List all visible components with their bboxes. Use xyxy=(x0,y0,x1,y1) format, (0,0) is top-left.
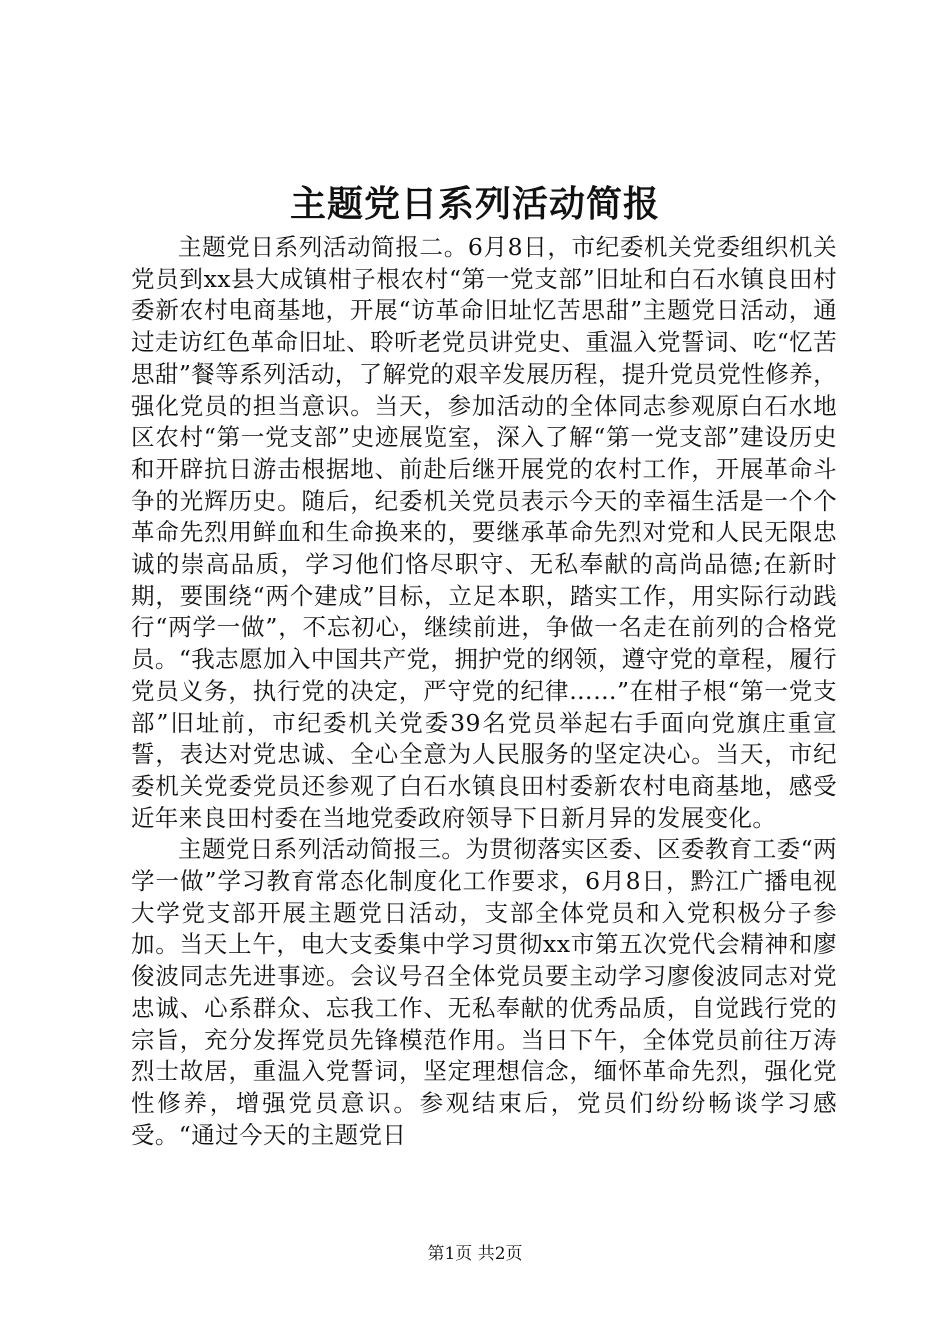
document-title: 主题党日系列活动简报 xyxy=(289,183,660,225)
paragraph-briefing-two: 主题党日系列活动简报二。6月8日，市纪委机关党委组织机关党员到xx县大成镇柑子根农村“第一党支部”旧址和白石水镇良田村委新农村电商基地，开展“访革命旧址忆苦思甜”主题党日活动，通过走访红色革命旧址、聆听老党员讲党史、重温入党誓词、吃“忆苦思甜”餐等系列活动，了解党的艰辛发展历程，提升党员党性修养，强化党员的担当意识。当天，参加活动的全体同志参观原白石水地区农村“第一党支部”史迹展览室，深入了解“第一党支部”建设历史和开辟抗日游击根据地、前赴后继开展党的农村工作，开展革命斗争的光辉历史。随后，纪委机关党员表示今天的幸福生活是一个个革命先烈用鲜血和生命换来的，要继承革命先烈对党和人民无限忠诚的崇高品质，学习他们恪尽职守、无私奉献的高尚品德;在新时期，要围绕“两个建成”目标，立足本职，踏实工作，用实际行动践行“两学一做”，不忘初心，继续前进，争做一名走在前列的合格党员。“我志愿加入中国共产党，拥护党的纲领，遵守党的章程，履行党员义务，执行党的决定，严守党的纪律……”在柑子根“第一党支部”旧址前，市纪委机关党委39名党员举起右手面向党旗庄重宣誓，表达对党忠诚、全心全意为人民服务的坚定决心。当天，市纪委机关党委党员还参观了白石水镇良田村委新农村电商基地，感受近年来良田村委在当地党委政府领导下日新月异的发展变化。 xyxy=(131,233,837,832)
document-body xyxy=(131,232,837,1151)
page-number-footer: 第1页 共2页 xyxy=(427,1244,523,1264)
paragraph-briefing-three: 主题党日系列活动简报三。为贯彻落实区委、区委教育工委“两学一做”学习教育常态化制度化工作要求，6月8日，黔江广播电视大学党支部开展主题党日活动，支部全体党员和入党积极分子参加。当天上午，电大支委集中学习贯彻xx市第五次党代会精神和廖俊波同志先进事迹。会议号召全体党员要主动学习廖俊波同志对党忠诚、心系群众、忘我工作、无私奉献的优秀品质，自觉践行党的宗旨，充分发挥党员先锋模范作用。当日下午，全体党员前往万涛烈士故居，重温入党誓词，坚定理想信念，缅怀革命先烈，强化党性修养，增强党员意识。参观结束后，党员们纷纷畅谈学习感受。“通过今天的主题党日 xyxy=(131,835,837,1149)
